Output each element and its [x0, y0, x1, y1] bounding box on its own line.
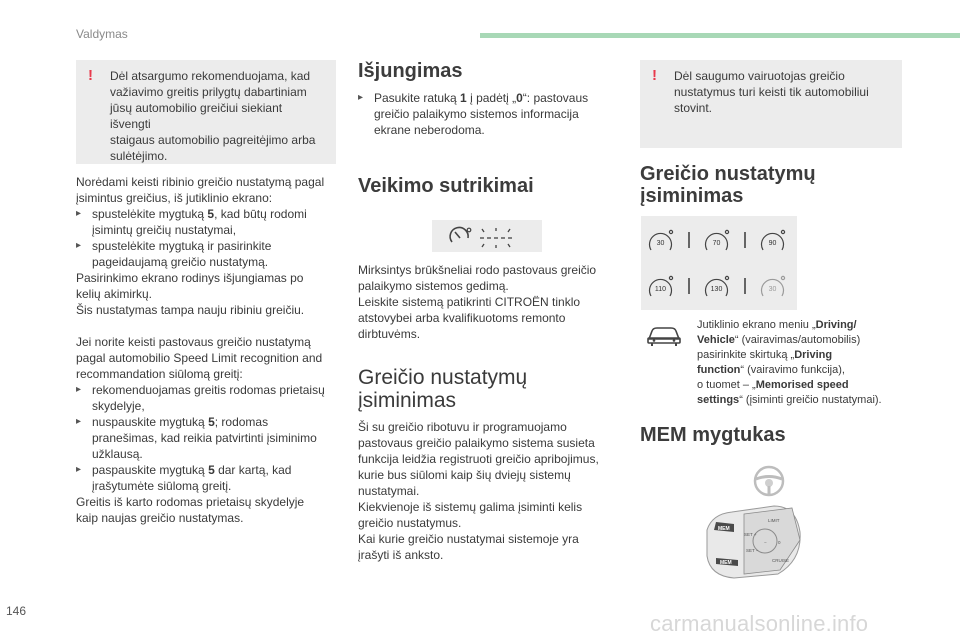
warning-line: Dėl atsargumo rekomenduojama, kad: [110, 69, 311, 83]
text-line: pranešimas, kad reikia patvirtinti įsiminimo: [92, 431, 317, 445]
text-line: Pasirinkimo ekrano rodinys išjungiamas po: [76, 271, 304, 285]
text-line: kurie bus siūlomi kaip šių dviejų sistemų: [358, 468, 571, 482]
text-line: Šis nustatymas tampa nauju ribiniu greičiu.: [76, 303, 305, 317]
memorised-speeds-panel: [641, 216, 797, 310]
text-line: pagal automobilio Speed Limit recognition and: [76, 351, 323, 365]
text-line: dirbtuvėms.: [358, 327, 421, 341]
warning-line: sulėtėjimo.: [110, 149, 168, 163]
warning-line: važiavimo greitis prilygtų dabartiniam: [110, 85, 307, 99]
heading-line: Greičio nustatymų: [358, 366, 528, 389]
text-line: užklausą.: [92, 447, 143, 461]
text-line: settings“ (įsiminti greičio nustatymai).: [697, 394, 882, 406]
bullet-item: ▸ rekomenduojamas greitis rodomas prietaisų: [76, 382, 338, 398]
text-line: įrašytumėte siūlomą greitį.: [92, 479, 232, 493]
speed-value: 30: [656, 240, 665, 247]
memorisation-description: [358, 419, 610, 563]
text-line: įsimintus greičius, iš jutiklinio ekrano:: [76, 191, 273, 205]
text-line: funkcija leidžia registruoti greičio apribojimus,: [358, 452, 599, 466]
speed-value: 30: [768, 286, 777, 293]
warning-line: stovint.: [674, 101, 713, 115]
set-minus-label: SET −: [746, 548, 759, 553]
text-line: pastovaus greičio palaikymo sistema susieta: [358, 436, 595, 450]
speed-value: 110: [654, 286, 667, 293]
text-line: Kai kurie greičio nustatymai sistemoje yra: [358, 532, 579, 546]
zero-label: 0: [778, 540, 781, 545]
warning-icon: !: [88, 67, 93, 84]
speed-recommendation-procedure: [76, 334, 338, 526]
page-number: 146: [6, 604, 27, 618]
text-line: pasirinkite skirtuką „Driving: [697, 349, 833, 361]
bullet-item: ▸ spustelėkite mygtuką 5, kad būtų rodomi: [76, 206, 338, 222]
text-line: recommandation siūlomą greitį:: [76, 367, 243, 381]
fault-indicator-box: [432, 220, 542, 252]
heading-speed-memorisation: [640, 163, 816, 207]
limit-label: LIMIT: [768, 518, 780, 523]
warning-line: jūsų automobilio greičiui siekiant išvengti: [110, 101, 283, 131]
text-line: ekrane neberodoma.: [374, 123, 485, 137]
mem-label: MEM: [718, 526, 730, 532]
text-line: Jei norite keisti pastovaus greičio nustatymą: [76, 335, 311, 349]
cruise-label: CRUISE: [772, 558, 790, 563]
speed-value: 130: [710, 286, 723, 293]
text-line: greičio nustatymus.: [358, 516, 462, 530]
text-line: Leiskite sistemą patikrinti CITROËN tinklo: [358, 295, 581, 309]
heading-line: įsiminimas: [358, 389, 457, 412]
text-line: kaip naujas greičio nustatymas.: [76, 511, 244, 525]
text-line: Mirksintys brūkšneliai rodo pastovaus greičio: [358, 263, 597, 277]
text-line: įrašyti iš anksto.: [358, 548, 444, 562]
touchscreen-menu-instruction: [697, 318, 912, 408]
heading-switching-off: Išjungimas: [358, 60, 463, 82]
warning-box-col1: [76, 60, 336, 164]
steering-wheel-icon: [752, 464, 786, 498]
text-line: Kiekvienoje iš sistemų galima įsiminti kelis: [358, 500, 583, 514]
warning-box-col3: [640, 60, 902, 148]
text-line: Vehicle“ (vairavimas/automobilis): [697, 334, 861, 346]
section-header: Valdymas: [76, 27, 128, 41]
set-plus-label: SET +: [744, 532, 757, 537]
speed-value: 70: [712, 240, 721, 247]
switch-off-instruction: [358, 90, 608, 138]
mem-label: MEM: [720, 560, 732, 566]
text-line: o tuomet – „Memorised speed: [697, 379, 849, 391]
heading-line: įsiminimas: [640, 185, 744, 207]
fault-description: [358, 262, 608, 342]
text-line: Greitis iš karto rodomas prietaisų skydelyje: [76, 495, 305, 509]
warning-line: nustatymus turi keisti tik automobiliui: [674, 85, 869, 99]
speed-value: 90: [768, 240, 777, 247]
bullet-item: ▸ spustelėkite mygtuką ir pasirinkite: [76, 238, 338, 254]
warning-icon: !: [652, 67, 657, 84]
text-line: greičio palaikymo sistemos informacija: [374, 107, 579, 121]
text-line: nustatymai.: [358, 484, 420, 498]
text-line: atstovybei arba kvalifikuotoms remonto: [358, 311, 566, 325]
minus-label: −: [764, 540, 767, 545]
text-line: skydelyje,: [92, 399, 145, 413]
text-line: Ši su greičio ribotuvu ir programuojamo: [358, 420, 567, 434]
text-line: Jutiklinio ekrano meniu „Driving/: [697, 319, 857, 331]
cruise-control-stalk: [704, 500, 804, 582]
text-line: pageidaujamą greičio nustatymą.: [92, 255, 269, 269]
warning-line: Dėl saugumo vairuotojas greičio: [674, 69, 845, 83]
heading-mem-button: MEM mygtukas: [640, 424, 786, 446]
text-line: Norėdami keisti ribinio greičio nustatymą pagal: [76, 175, 325, 189]
heading-speed-memorisation-secondary: [358, 366, 527, 412]
bullet-item: ▸ nuspauskite mygtuką 5; rodomas: [76, 414, 338, 430]
car-settings-icon: [645, 322, 685, 348]
text-line: function“ (vairavimo funkcija),: [697, 364, 845, 376]
heading-malfunctions: Veikimo sutrikimai: [358, 175, 534, 197]
text-line: įsimintų greičių nustatymai,: [92, 223, 237, 237]
header-accent-bar: [480, 33, 960, 38]
watermark: carmanualsonline.info: [650, 611, 869, 636]
heading-line: Greičio nustatymų: [640, 163, 816, 185]
text-line: kelių akimirkų.: [76, 287, 153, 301]
touchscreen-procedure: [76, 174, 338, 318]
bullet-item: ▸ Pasukite ratuką 1 į padėtį „0“: pastovaus: [358, 90, 608, 106]
warning-line: staigaus automobilio pagreitėjimo arba: [110, 133, 316, 147]
memorised-speeds-grid: [641, 216, 797, 310]
text-line: palaikymo sistemos gedimą.: [358, 279, 509, 293]
speedometer-dashes-icon: [432, 220, 542, 252]
bullet-item: ▸ paspauskite mygtuką 5 dar kartą, kad: [76, 462, 338, 478]
